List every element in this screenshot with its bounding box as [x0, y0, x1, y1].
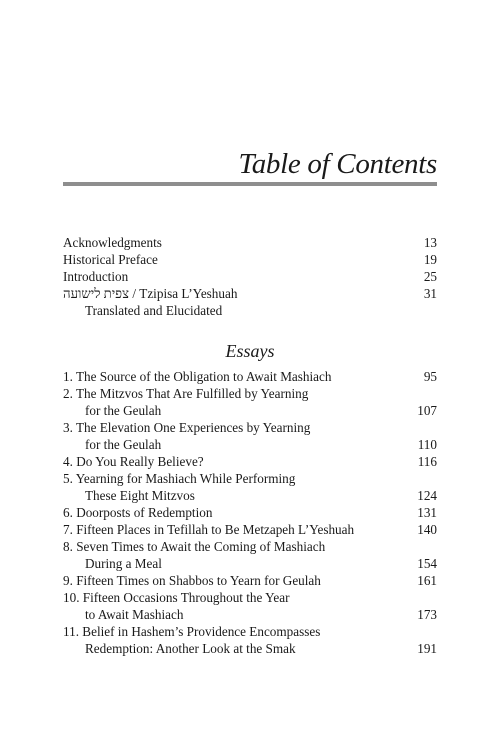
toc-entry-page: 161	[417, 573, 437, 588]
toc-entry-continuation[interactable]	[63, 640, 437, 657]
transliterated-title: / Tzipisa L’Yeshuah	[129, 286, 238, 301]
toc-entry-title: 3. The Elevation One Experiences by Yearning	[63, 420, 311, 435]
page-title: Table of Contents	[238, 148, 437, 180]
toc-entry-page: 95	[423, 369, 437, 384]
toc-entry-page: 140	[417, 522, 437, 537]
toc-entry[interactable]	[63, 268, 437, 285]
toc-entry-title: 11. Belief in Hashem’s Providence Encompasses	[63, 624, 321, 639]
toc-entry[interactable]	[63, 538, 437, 555]
toc-entry[interactable]	[63, 251, 437, 268]
toc-entry-title	[63, 285, 237, 302]
toc-entry-continuation[interactable]	[63, 555, 437, 572]
toc-entry-title: 4. Do You Really Believe?	[63, 454, 204, 469]
toc-entry[interactable]	[63, 470, 437, 487]
toc-entry-page: 19	[423, 252, 437, 267]
toc-entry-title: Acknowledgments	[63, 235, 162, 250]
toc-entry[interactable]	[63, 385, 437, 402]
essays-list	[63, 368, 437, 657]
toc-entry-page: 110	[417, 437, 437, 452]
toc-entry-title: 6. Doorposts of Redemption	[63, 505, 213, 520]
toc-entry[interactable]	[63, 368, 437, 385]
toc-entry-title: to Await Mashiach	[85, 607, 184, 622]
toc-entry-title: Translated and Elucidated	[85, 303, 223, 318]
toc-entry-page: 116	[417, 454, 437, 469]
toc-entry-title: Introduction	[63, 269, 129, 284]
essays-heading: Essays	[225, 341, 275, 361]
toc-entry[interactable]	[63, 453, 437, 470]
toc-entry-title: These Eight Mitzvos	[85, 488, 195, 503]
toc-entry[interactable]	[63, 521, 437, 538]
toc-entry-title: 2. The Mitzvos That Are Fulfilled by Yearning	[63, 386, 309, 401]
toc-entry[interactable]	[63, 419, 437, 436]
hebrew-title: צפית לישועה	[63, 286, 130, 301]
toc-entry-page: 173	[417, 607, 437, 622]
toc-entry-continuation[interactable]	[63, 436, 437, 453]
toc-entry-page: 154	[417, 556, 437, 571]
toc-entry-page: 124	[417, 488, 437, 503]
toc-entry[interactable]	[63, 285, 437, 302]
toc-entry-continuation[interactable]	[63, 487, 437, 504]
toc-entry[interactable]	[63, 589, 437, 606]
toc-entry-title: 10. Fifteen Occasions Throughout the Year	[63, 590, 290, 605]
title-rule	[63, 182, 437, 186]
toc-entry[interactable]	[63, 234, 437, 251]
toc-entry-title: 7. Fifteen Places in Tefillah to Be Metzapeh L’Yeshuah	[63, 522, 355, 537]
toc-entry-title: Historical Preface	[63, 252, 158, 267]
toc-entry-title: for the Geulah	[85, 403, 162, 418]
toc-entry-title: 9. Fifteen Times on Shabbos to Yearn for Geulah	[63, 573, 321, 588]
toc-entry-page: 13	[423, 235, 437, 250]
toc-entry-page: 191	[417, 641, 437, 656]
toc-entry-page: 107	[417, 403, 437, 418]
toc-entry-page: 25	[423, 269, 437, 284]
toc-entry-title: Redemption: Another Look at the Smak	[85, 641, 296, 656]
toc-entry[interactable]	[63, 623, 437, 640]
toc-entry[interactable]	[63, 504, 437, 521]
toc-entry-title: During a Meal	[85, 556, 162, 571]
toc-entry-continuation	[63, 302, 437, 319]
toc-entry-title: 5. Yearning for Mashiach While Performing	[63, 471, 296, 486]
toc-entry-page: 31	[423, 286, 437, 301]
toc-entry-page: 131	[417, 505, 437, 520]
toc-entry[interactable]	[63, 572, 437, 589]
toc-entry-continuation[interactable]	[63, 402, 437, 419]
toc-entry-continuation[interactable]	[63, 606, 437, 623]
toc-entry-title: for the Geulah	[85, 437, 162, 452]
toc-entry-title: 8. Seven Times to Await the Coming of Mashiach	[63, 539, 326, 554]
toc-entry-title: 1. The Source of the Obligation to Await Mashiach	[63, 369, 332, 384]
front-matter-list	[63, 234, 437, 319]
